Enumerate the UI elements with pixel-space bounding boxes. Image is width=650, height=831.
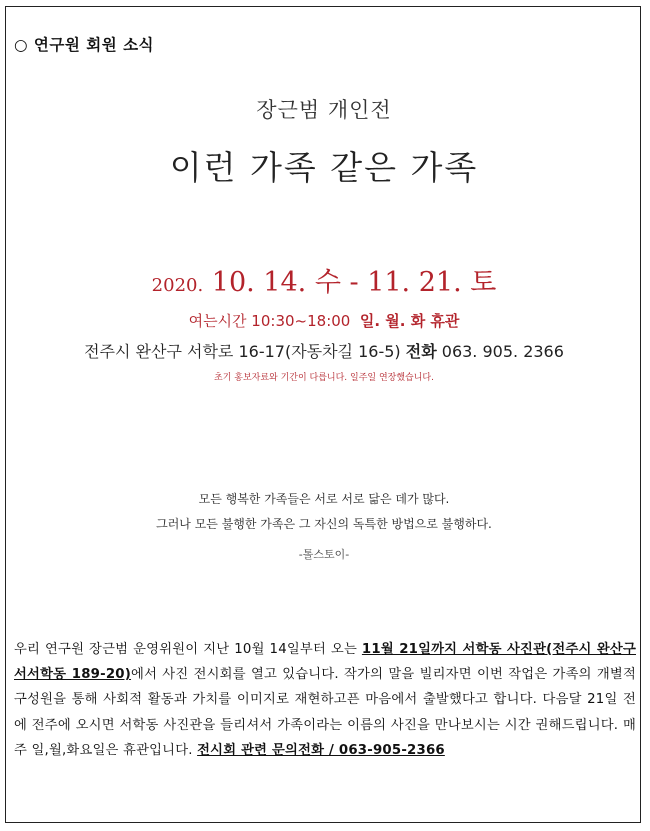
contact-phone: 전시회 관련 문의전화 / 063-905-2366: [197, 742, 445, 758]
quote-author: -톨스토이-: [298, 548, 350, 561]
closed-days: 일. 월. 화 휴관: [359, 312, 460, 330]
poster-note: 초기 홍보자료와 기간이 다릅니다. 일주일 연장했습니다.: [214, 373, 434, 383]
address-text: 전주시 완산구 서학로 16-17(자동차길 16-5): [84, 342, 401, 361]
opening-hours: [6, 310, 642, 331]
date-year: 2020.: [151, 275, 204, 296]
section-title: ○ 연구원 회원 소식: [14, 36, 155, 54]
poster-title: 이런 가족 같은 가족: [169, 148, 479, 187]
quote-line-1: 모든 행복한 가족들은 서로 서로 닮은 데가 많다.: [198, 492, 450, 506]
poster-dates: [6, 260, 642, 299]
address-line: [6, 339, 642, 362]
article-highlight-period: 11월 21일까지 서학동 사진관(전주시 완산구 서서학동 189-20): [14, 642, 636, 683]
article-body: [14, 637, 636, 763]
article-intro: 우리 연구원 장근범 운영위원이 지난 10월 14일부터 오는: [14, 642, 362, 657]
hours-text: 여는시간 10:30~18:00: [188, 312, 351, 330]
article-main: 에서 사진 전시회를 열고 있습니다. 작가의 말을 빌리자면 이번 작업은 가족의 개별적 구성원을 통해 사회적 활동과 가치를 이미지로 재현하고픈 마음에서 출발했다고 합니다. 다음달 21일 전에 전주에 오시면 서학동 사진관을 들리셔서 가족이라는 이름의 사진을 만나보시는 시간 권해드립니다. 매주 일,월,화요일은 휴관입니다.: [14, 667, 636, 758]
phone-label: 전화: [405, 342, 437, 361]
quote-line-2: 그러나 모든 불행한 가족은 그 자신의 독특한 방법으로 불행하다.: [156, 517, 492, 531]
phone-number: 063. 905. 2366: [441, 342, 564, 361]
poster-subtitle: 장근범 개인전: [256, 98, 392, 122]
date-range: 10. 14. 수 - 11. 21. 토: [203, 267, 497, 298]
